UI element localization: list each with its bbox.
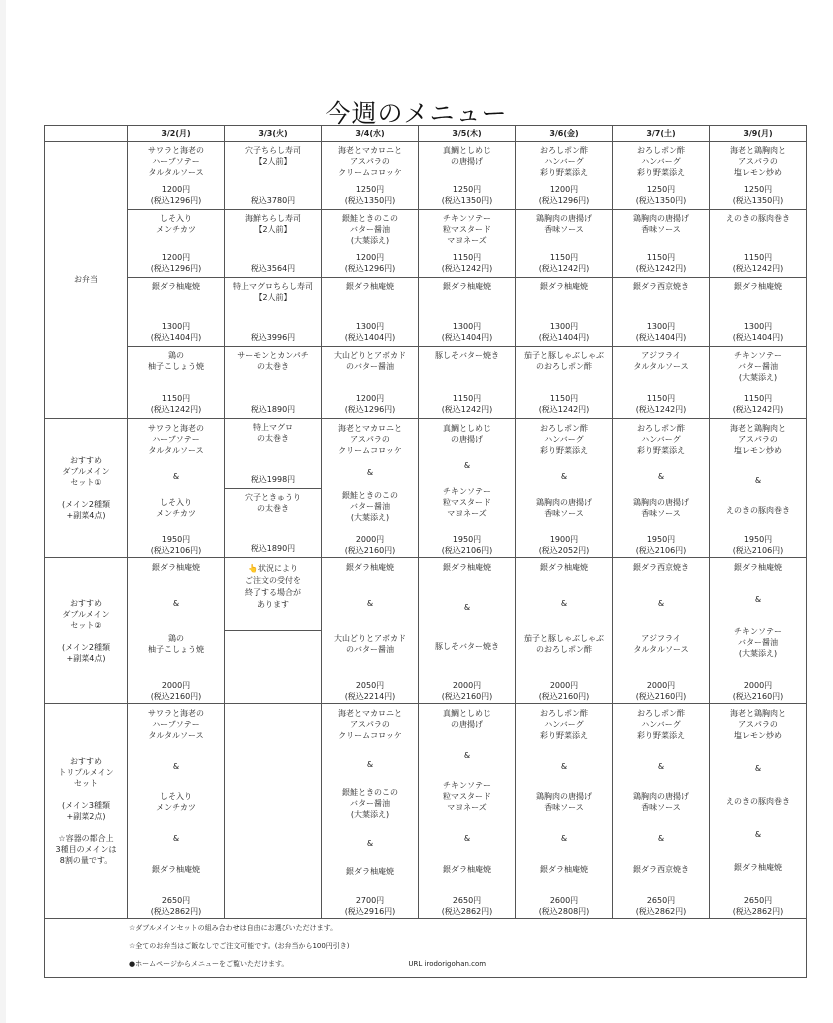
dish-name: しそ入り メンチカツ (156, 792, 196, 813)
cell-box (615, 347, 707, 418)
dish-name: おろしポン酢 ハンバーグ 彩り野菜添え (540, 708, 588, 740)
bento-row (45, 346, 807, 418)
day-header: 3/2(月) (128, 126, 225, 142)
menu-cell (613, 142, 710, 210)
dish-name: 銀ダラ西京焼き (633, 864, 689, 874)
dish-name: 銀鮭ときのこの バター醤油 (大葉添え) (342, 788, 398, 820)
dish-price: 2000円 (税込2160円) (732, 680, 784, 701)
set-cell (419, 418, 516, 558)
set-box (615, 704, 707, 918)
footer-cell (45, 918, 807, 977)
set-box (130, 704, 222, 918)
dish-name: チキンソテー 粒マスタード マヨネーズ (443, 214, 491, 246)
amp-sign: & (754, 595, 762, 605)
dish-price: 1150円 (税込1242円) (441, 393, 493, 414)
dish-price: 1150円 (税込1242円) (441, 253, 493, 274)
set-cell (419, 703, 516, 918)
dish-name: チキンソテー 粒マスタード マヨネーズ (443, 487, 491, 519)
menu-cell (419, 142, 516, 210)
tuesday-item (225, 419, 321, 488)
dish-name: 銀ダラ柚庵焼 (443, 282, 491, 292)
cell-box (712, 210, 804, 277)
menu-cell (419, 278, 516, 346)
dish-name: サーモンとカンパチ の太巻き (237, 350, 309, 371)
notice-box (225, 558, 321, 630)
amp-sign: & (463, 461, 471, 471)
amp-sign: & (172, 761, 180, 771)
dish-name: 銀ダラ柚庵焼 (443, 864, 491, 874)
dish-price: 1250円 (税込1350円) (635, 185, 687, 206)
dish-name: 海老とマカロニと アスパラの クリームコロッケ (338, 146, 402, 177)
day-header: 3/7(土) (613, 126, 710, 142)
set-box (518, 704, 610, 918)
tuesday-split (225, 419, 321, 558)
menu-cell (322, 142, 419, 210)
menu-cell (225, 278, 322, 346)
amp-sign: & (657, 834, 665, 844)
set-box (324, 419, 416, 558)
dish-name: 鶏胸肉の唐揚げ 香味ソース (633, 792, 689, 813)
dish-name: 銀ダラ柚庵焼 (540, 864, 588, 874)
amp-sign: & (366, 759, 374, 769)
menu-cell (516, 278, 613, 346)
dish-name: チキンソテー 粒マスタード マヨネーズ (443, 781, 491, 813)
bento-row (45, 142, 807, 210)
dish-price: 1200円 (税込1296円) (344, 253, 396, 274)
dish-price: 1200円 (税込1296円) (150, 253, 202, 274)
dish-name: 銀ダラ西京焼き (633, 282, 689, 292)
menu-cell (128, 346, 225, 418)
menu-cell (419, 346, 516, 418)
dish-name: 銀ダラ柚庵焼 (346, 867, 394, 877)
set-box (324, 558, 416, 703)
set-cell (710, 418, 807, 558)
day-header: 3/4(水) (322, 126, 419, 142)
dish-price: 1200円 (税込1296円) (344, 393, 396, 414)
cell-box (227, 278, 319, 345)
cell-box (712, 278, 804, 345)
dish-price: 2000円 (税込2160円) (150, 680, 202, 701)
amp-sign: & (657, 761, 665, 771)
dish-price: 2000円 (税込2160円) (635, 680, 687, 701)
menu-cell (225, 210, 322, 278)
dish-name: 鶏胸肉の唐揚げ 香味ソース (536, 214, 592, 235)
day-header: 3/5(木) (419, 126, 516, 142)
set-cell (516, 418, 613, 558)
empty-box (225, 630, 321, 703)
dish-name: 大山どりとアボカド のバター醤油 (334, 350, 406, 371)
dish-name: 銀ダラ西京焼き (633, 563, 689, 573)
set-box (324, 704, 416, 918)
dish-price: 1950円 (税込2106円) (635, 535, 687, 556)
dish-name: 豚しそバター焼き (435, 350, 499, 360)
dish-name: 銀ダラ柚庵焼 (346, 563, 394, 573)
set-cell (613, 558, 710, 704)
set-box (130, 419, 222, 558)
set-box (518, 558, 610, 703)
set-box (712, 704, 804, 918)
corner-cell (45, 126, 128, 142)
dish-name: 穴子ときゅうり の太巻き (245, 492, 301, 513)
bento-label: お弁当 (45, 142, 128, 419)
dish-price: 1950円 (税込2106円) (150, 535, 202, 556)
dish-price: 1150円 (税込1242円) (538, 393, 590, 414)
dish-name: サワラと海老の ハーブソテー タルタルソース (148, 423, 204, 455)
set-cell (322, 558, 419, 704)
dish-name: サワラと海老の ハーブソテー タルタルソース (148, 146, 204, 177)
dish-name: おろしポン酢 ハンバーグ 彩り野菜添え (540, 146, 588, 177)
dish-name: 鶏胸肉の唐揚げ 香味ソース (536, 792, 592, 813)
dish-name: 海老と鶏胸肉と アスパラの 塩レモン炒め (730, 423, 786, 455)
dish-price: 2650円 (税込2862円) (732, 895, 784, 916)
dish-price: 税込1890円 (250, 404, 296, 414)
dish-name: チキンソテー バター醤油 (大葉添え) (734, 350, 782, 382)
amp-sign: & (172, 834, 180, 844)
dish-price: 税込1998円 (250, 474, 296, 484)
amp-sign: & (657, 472, 665, 482)
amp-sign: & (560, 761, 568, 771)
amp-sign: & (463, 750, 471, 760)
cell-box (421, 278, 513, 345)
dish-price: 1200円 (税込1296円) (538, 185, 590, 206)
dish-price: 2700円 (税込2916円) (344, 895, 396, 916)
amp-sign: & (366, 468, 374, 478)
dish-price: 2650円 (税込2862円) (635, 895, 687, 916)
dish-price: 1300円 (税込1404円) (635, 321, 687, 342)
cell-box (130, 142, 222, 209)
triple-row (45, 703, 807, 918)
dish-name: 特上マグロちらし寿司 【2人前】 (233, 282, 313, 303)
dish-price: 税込1890円 (250, 544, 296, 554)
cell-box (518, 347, 610, 418)
dish-name: 海鮮ちらし寿司 【2人前】 (245, 214, 301, 235)
dish-name: 銀ダラ柚庵焼 (540, 282, 588, 292)
menu-cell (710, 278, 807, 346)
day-header: 3/9(月) (710, 126, 807, 142)
cell-box (518, 278, 610, 345)
set-box (712, 419, 804, 558)
set-box (615, 419, 707, 558)
dish-price: 1300円 (税込1404円) (150, 321, 202, 342)
dish-price: 2000円 (税込2160円) (538, 680, 590, 701)
bento-row (45, 210, 807, 278)
amp-sign: & (657, 598, 665, 608)
dish-price: 2650円 (税込2862円) (441, 895, 493, 916)
set-box (421, 558, 513, 703)
amp-sign: & (366, 838, 374, 848)
dish-name: 海老とマカロニと アスパラの クリームコロッケ (338, 708, 402, 740)
dish-name: おろしポン酢 ハンバーグ 彩り野菜添え (637, 423, 685, 455)
dish-price: 2000円 (税込2160円) (441, 680, 493, 701)
footer-url: URL irodorigohan.com (408, 959, 487, 968)
dish-name: 鶏胸肉の唐揚げ 香味ソース (536, 498, 592, 519)
dish-name: 特上マグロ の太巻き (253, 422, 293, 443)
dish-name: 海老と鶏胸肉と アスパラの 塩レモン炒め (730, 146, 786, 177)
dish-price: 1950円 (税込2106円) (732, 535, 784, 556)
dish-price: 1250円 (税込1350円) (344, 185, 396, 206)
dish-name: 豚しそバター焼き (435, 641, 499, 651)
amp-sign: & (560, 598, 568, 608)
menu-cell (419, 210, 516, 278)
menu-cell (710, 142, 807, 210)
set-box (518, 419, 610, 558)
set-box (712, 558, 804, 703)
set-cell (225, 703, 322, 918)
set-cell (128, 558, 225, 704)
menu-cell (128, 278, 225, 346)
menu-cell (322, 278, 419, 346)
notice-text: 👆状況により ご注文の受付を 終了する場合が あります (245, 564, 301, 610)
set-cell (225, 418, 322, 558)
dish-price: 1200円 (税込1296円) (150, 185, 202, 206)
dish-price: 1950円 (税込2106円) (441, 535, 493, 556)
dish-name: 銀ダラ柚庵焼 (152, 864, 200, 874)
amp-sign: & (754, 829, 762, 839)
set-cell (128, 703, 225, 918)
menu-cell (613, 346, 710, 418)
dish-name: えのきの豚肉巻き (726, 796, 790, 806)
cell-box (615, 210, 707, 277)
dish-name: 銀鮭ときのこの バター醤油 (大葉添え) (342, 490, 398, 522)
set-cell (419, 558, 516, 704)
dish-name: 鶏胸肉の唐揚げ 香味ソース (633, 214, 689, 235)
dish-name: 銀ダラ柚庵焼 (734, 563, 782, 573)
set-box (421, 419, 513, 558)
cell-box (130, 210, 222, 277)
dish-price: 1300円 (税込1404円) (344, 321, 396, 342)
dish-name: 鶏胸肉の唐揚げ 香味ソース (633, 498, 689, 519)
menu-cell (225, 142, 322, 210)
menu-cell (710, 210, 807, 278)
dish-price: 1150円 (税込1242円) (538, 253, 590, 274)
cell-box (712, 142, 804, 209)
dish-name: 銀鮭ときのこの バター醤油 (大葉添え) (342, 214, 398, 246)
amp-sign: & (172, 598, 180, 608)
menu-cell (516, 142, 613, 210)
dish-price: 1150円 (税込1242円) (732, 393, 784, 414)
header-row (45, 126, 807, 142)
set-cell (710, 558, 807, 704)
dish-name: 海老とマカロニと アスパラの クリームコロッケ (338, 423, 402, 455)
set-cell (128, 418, 225, 558)
dish-name: 銀ダラ柚庵焼 (734, 862, 782, 872)
dish-name: えのきの豚肉巻き (726, 214, 790, 224)
dish-name: 真鯛としめじ の唐揚げ (443, 146, 491, 166)
cell-box (227, 347, 319, 418)
dish-name: おろしポン酢 ハンバーグ 彩り野菜添え (637, 146, 685, 177)
set-cell (516, 703, 613, 918)
cell-box (615, 278, 707, 345)
menu-cell (613, 278, 710, 346)
day-header: 3/6(金) (516, 126, 613, 142)
menu-cell (322, 346, 419, 418)
dish-price: 1300円 (税込1404円) (732, 321, 784, 342)
cell-box (518, 210, 610, 277)
dish-name: 真鯛としめじ の唐揚げ (443, 708, 491, 729)
cell-box (130, 347, 222, 418)
dish-name: アジフライ タルタルソース (633, 634, 689, 655)
footer-note: ☆ダブルメインセットの組み合わせは自由にお選びいただけます。 (129, 923, 338, 932)
dish-name: 茄子と豚しゃぶしゃぶ のおろしポン酢 (524, 634, 604, 655)
dish-price: 2000円 (税込2160円) (344, 535, 396, 556)
dish-price: 2650円 (税込2862円) (150, 895, 202, 916)
cell-box (324, 347, 416, 418)
dish-name: 大山どりとアボカド のバター醤油 (334, 634, 406, 655)
set-cell (613, 703, 710, 918)
set-cell (516, 558, 613, 704)
amp-sign: & (754, 763, 762, 773)
footer-note: ●ホームページからメニューをご覧いただけます。 (129, 959, 289, 968)
dish-price: 1150円 (税込1242円) (635, 253, 687, 274)
amp-sign: & (172, 472, 180, 482)
set-cell (322, 703, 419, 918)
dish-name: 茄子と豚しゃぶしゃぶ のおろしポン酢 (524, 350, 604, 371)
footer-note: ☆全てのお弁当はご飯なしでご注文可能です。(お弁当から100円引き) (129, 941, 350, 950)
dish-name: しそ入り メンチカツ (156, 498, 196, 519)
cell-box (227, 210, 319, 277)
set-box (421, 704, 513, 918)
dish-price: 1250円 (税込1350円) (732, 185, 784, 206)
dish-price: 1150円 (税込1242円) (635, 393, 687, 414)
menu-cell (322, 210, 419, 278)
menu-cell (516, 346, 613, 418)
menu-cell (128, 142, 225, 210)
footer-row (45, 918, 807, 977)
amp-sign: & (560, 834, 568, 844)
dish-name: しそ入り メンチカツ (156, 214, 196, 235)
cell-box (421, 210, 513, 277)
amp-sign: & (560, 472, 568, 482)
dish-price: 税込3564円 (250, 264, 296, 274)
dish-name: えのきの豚肉巻き (726, 505, 790, 515)
set-cell (613, 418, 710, 558)
menu-cell (128, 210, 225, 278)
dish-name: 海老と鶏胸肉と アスパラの 塩レモン炒め (730, 708, 786, 740)
dish-name: おろしポン酢 ハンバーグ 彩り野菜添え (540, 423, 588, 455)
cell-box (324, 142, 416, 209)
dish-price: 1150円 (税込1242円) (732, 253, 784, 274)
cell-box (324, 278, 416, 345)
set-cell (322, 418, 419, 558)
menu-table (44, 125, 807, 978)
cell-box (518, 142, 610, 209)
dish-name: おろしポン酢 ハンバーグ 彩り野菜添え (637, 708, 685, 740)
dish-price: 税込3780円 (250, 196, 296, 206)
bento-row (45, 278, 807, 346)
menu-cell (516, 210, 613, 278)
dish-price: 1900円 (税込2052円) (538, 535, 590, 556)
dish-price: 税込3996円 (250, 332, 296, 342)
page-title: 今週のメニュー (325, 99, 508, 128)
menu-cell (613, 210, 710, 278)
dish-name: 銀ダラ柚庵焼 (152, 563, 200, 573)
amp-sign: & (463, 602, 471, 612)
page-edge (0, 0, 6, 1023)
dish-name: 銀ダラ柚庵焼 (152, 282, 200, 292)
dish-price: 1150円 (税込1242円) (150, 393, 202, 414)
footer-note-line (129, 959, 806, 977)
dish-name: 鶏の 柚子こしょう焼 (148, 634, 204, 655)
dish-name: 銀ダラ柚庵焼 (346, 282, 394, 292)
dish-price: 2600円 (税込2808円) (538, 895, 590, 916)
dish-name: アジフライ タルタルソース (633, 350, 689, 371)
dish-name: 銀ダラ柚庵焼 (443, 563, 491, 573)
dish-name: サワラと海老の ハーブソテー タルタルソース (148, 708, 204, 740)
double1-row (45, 418, 807, 558)
cell-box (324, 210, 416, 277)
day-header: 3/3(火) (225, 126, 322, 142)
dish-price: 1300円 (税込1404円) (441, 321, 493, 342)
double2-label: おすすめ ダブルメイン セット② (メイン2種類 +副菜4点) (45, 558, 128, 704)
dish-price: 1300円 (税込1404円) (538, 321, 590, 342)
cell-box (712, 347, 804, 418)
cell-box (615, 142, 707, 209)
menu-cell (710, 346, 807, 418)
notice-split (225, 558, 321, 703)
triple-label: おすすめ トリプルメイン セット (メイン3種類 +副菜2点) ☆容器の都合上 3種目のメインは 8割の量です。 (45, 703, 128, 918)
amp-sign: & (366, 598, 374, 608)
set-cell (710, 703, 807, 918)
double2-row (45, 558, 807, 704)
dish-name: 鶏の 柚子こしょう焼 (148, 350, 204, 371)
set-cell (225, 558, 322, 704)
cell-box (421, 142, 513, 209)
menu-cell (225, 346, 322, 418)
tuesday-item (225, 488, 321, 558)
cell-box (421, 347, 513, 418)
set-box (130, 558, 222, 703)
dish-name: 穴子ちらし寿司 【2人前】 (245, 146, 301, 166)
cell-box (130, 278, 222, 345)
dish-price: 2050円 (税込2214円) (344, 680, 396, 701)
dish-name: 銀ダラ柚庵焼 (734, 282, 782, 292)
double1-label: おすすめ ダブルメイン セット① (メイン2種類 +副菜4点) (45, 418, 128, 558)
amp-sign: & (463, 834, 471, 844)
dish-name: 真鯛としめじ の唐揚げ (443, 423, 491, 444)
dish-name: 銀ダラ柚庵焼 (540, 563, 588, 573)
dish-price: 1250円 (税込1350円) (441, 185, 493, 206)
set-box (615, 558, 707, 703)
dish-name: チキンソテー バター醤油 (大葉添え) (734, 627, 782, 659)
cell-box (227, 142, 319, 209)
amp-sign: & (754, 475, 762, 485)
